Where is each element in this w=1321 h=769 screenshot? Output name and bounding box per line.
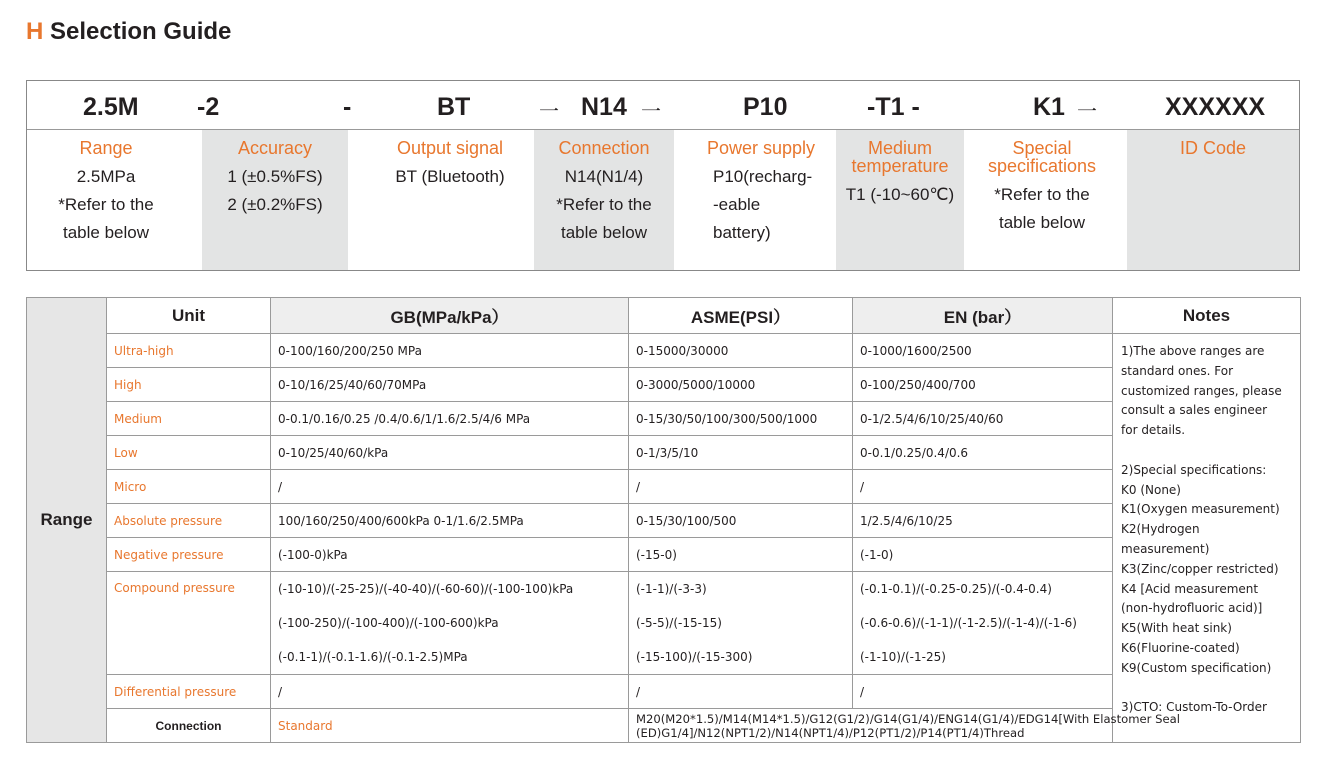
code-power: P10 [743, 93, 788, 121]
code-special: K1 [1033, 93, 1065, 121]
header-asme: ASME(PSI） [629, 298, 853, 334]
table-header-row [27, 298, 1301, 334]
code-arrow: 一 [1077, 101, 1097, 123]
code-connection: N14 [581, 93, 627, 121]
code-id: XXXXXX [1165, 93, 1266, 121]
table-row: High 0-10/16/25/40/60/70MPa 0-3000/5000/10000 0-100/250/400/700 [27, 368, 1301, 402]
table-row-connection: Connection Standard M20(M20*1.5)/M14(M14*1.5)/G12(G1/2)/G14(G1/4)/ENG14(G1/4)/EDG14[With Elastomer Seal (ED)G1/4]/N12(NPT1/2)/N14(NPT1/4)/P12(PT1/2)/P14(PT1/4)Thread [27, 709, 1301, 743]
code-col-output: Output signal BT (Bluetooth) [395, 138, 505, 186]
code-arrow: 一 [539, 101, 559, 123]
table-row-compound: Compound pressure (-10-10)/(-25-25)/(-40-40)/(-60-60)/(-100-100)kPa (-100-250)/(-100-400)/(-100-600)kPa (-0.1-1)/(-0.1-1.6)/(-0.1-2.5)MPa (-1-1)/(-3-3) (-5-5)/(-15-15) (-15-100)/(-15-300) (-0.1-0.1)/(-0.25-0.25)/(-0.4-0.4) (-0.6-0.6)/(-1-1)/(-1-2.5)/(-1-4)/(-1-6) (-1-10)/(-1-25) [27, 572, 1301, 675]
code-separator: - [343, 93, 352, 121]
code-temperature: -T1 - [867, 93, 920, 121]
header-en: EN (bar） [853, 298, 1113, 334]
header-gb: GB(MPa/kPa） [271, 298, 629, 334]
table-row: Micro / / / [27, 470, 1301, 504]
header-unit: Unit [107, 298, 271, 334]
code-col-id: ID Code [1127, 130, 1299, 270]
table-row: Low 0-10/25/40/60/kPa 0-1/3/5/10 0-0.1/0.25/0.4/0.6 [27, 436, 1301, 470]
model-code-row [27, 81, 1299, 130]
header-notes: Notes [1113, 298, 1301, 334]
code-accuracy: -2 [197, 93, 220, 121]
code-col-temperature: Medium temperature T1 (-10~60℃) [836, 130, 964, 270]
notes-cell: 1)The above ranges are standard ones. For customized ranges, please consult a sales engineer for details. 2)Special specifications: K0 (None) K1(Oxygen measurement) K2(Hydrogen measurement) K3(Zinc/copper restricted) K4 [Acid measurement (non-hydrofluoric acid)] K5(With heat sink) K6(Fluorine-coated) K9(Custom specification) 3)CTO: Custom-To-Order [1113, 334, 1301, 743]
code-col-range: Range 2.5MPa *Refer to the table below [58, 138, 154, 242]
range-label: Range [27, 298, 107, 743]
table-row: Differential pressure / / / [27, 675, 1301, 709]
table-row: Ultra-high 0-100/160/200/250 MPa 0-15000/30000 0-1000/1600/2500 1)The above ranges are standard ones. For customized ranges, please consult a sales engineer for details. 2)Special specifications: K0 (None) K1(Oxygen measurement) K2(Hydrogen measurement) K3(Zinc/copper restricted) K4 [Acid measurement (non-hydrofluoric acid)] K5(With heat sink) K6(Fluorine-coated) K9(Custom specification) 3)CTO: Custom-To-Order [27, 334, 1301, 368]
code-output: BT [437, 93, 471, 121]
code-col-accuracy: Accuracy 1 (±0.5%FS) 2 (±0.2%FS) [202, 130, 348, 270]
model-code-box [26, 80, 1300, 271]
code-col-connection: Connection N14(N1/4) *Refer to the table below [534, 130, 674, 270]
table-row: Absolute pressure 100/160/250/400/600kPa 0-1/1.6/2.5MPa 0-15/30/100/500 1/2.5/4/6/10/25 [27, 504, 1301, 538]
code-range: 2.5M [83, 93, 139, 121]
page-title: H Selection Guide [26, 18, 232, 45]
range-table [26, 297, 1301, 743]
code-col-power: Power supply P10(recharg- -eable battery) [707, 138, 816, 242]
code-col-special: Special specifications *Refer to the table below [987, 138, 1097, 232]
connection-label: Connection [107, 709, 271, 743]
code-arrow: 一 [641, 101, 661, 123]
table-row: Medium 0-0.1/0.16/0.25 /0.4/0.6/1/1.6/2.5/4/6 MPa 0-15/30/50/100/300/500/1000 0-1/2.5/4/6/10/25/40/60 [27, 402, 1301, 436]
table-row: Negative pressure (-100-0)kPa (-15-0) (-1-0) [27, 538, 1301, 572]
